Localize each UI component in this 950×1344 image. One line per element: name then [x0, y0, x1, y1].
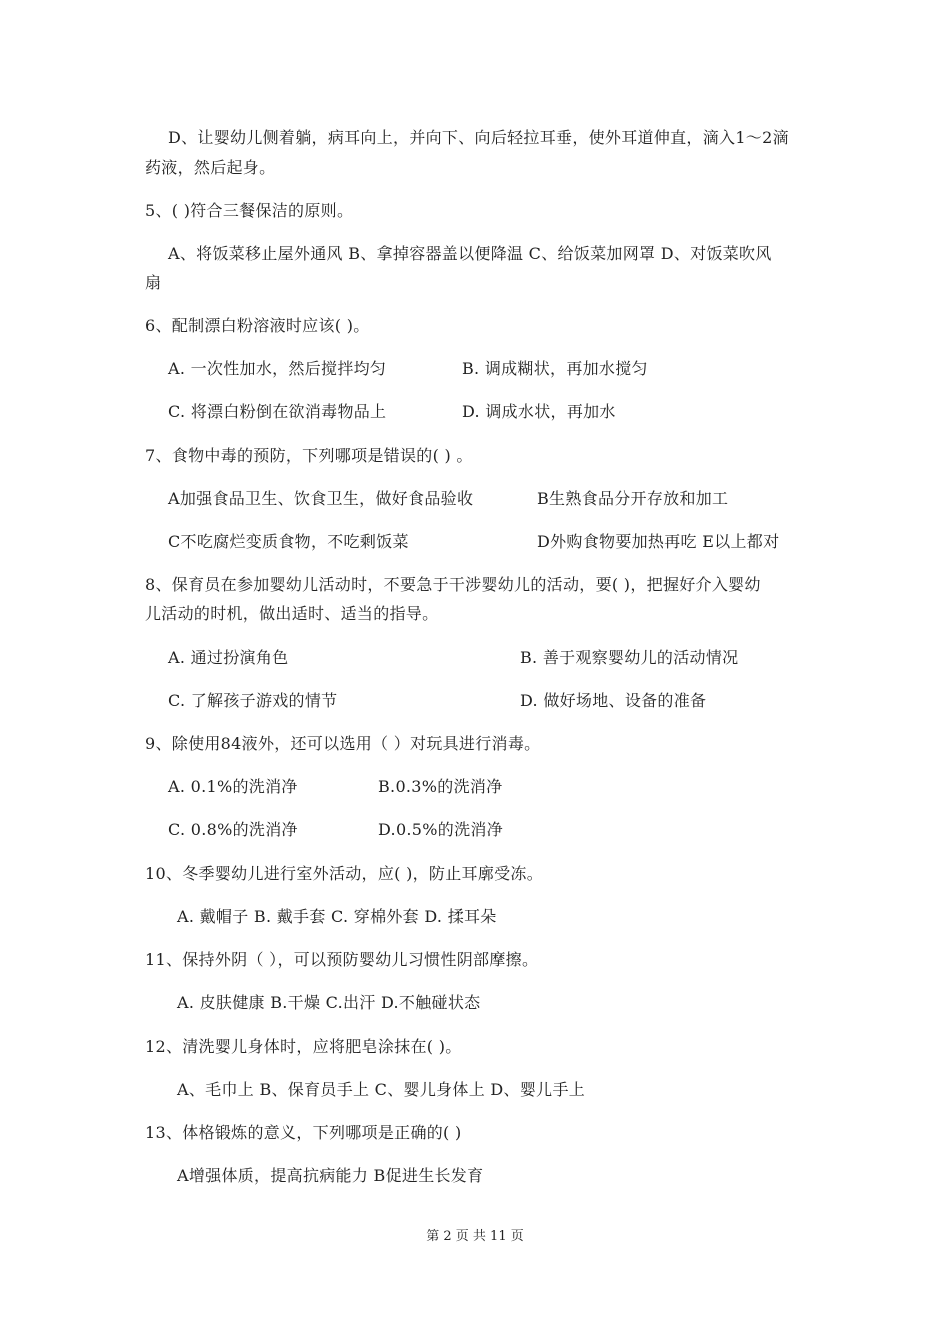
question-11-options: A. 皮肤健康 B.干燥 C.出汗 D.不触碰状态: [177, 993, 481, 1012]
question-6-option-b: B. 调成糊状，再加水搅匀: [462, 359, 648, 378]
question-12-stem: 12、清洗婴儿身体时，应将肥皂涂抹在( )。: [145, 1037, 462, 1056]
question-8-option-a: A. 通过扮演角色: [168, 648, 289, 667]
question-7-option-d: D外购食物要加热再吃 E以上都对: [537, 532, 780, 551]
question-9-option-c: C. 0.8%的洗消净: [168, 820, 298, 839]
question-5-options-line2: 扇: [145, 273, 162, 292]
question-13-options: A增强体质，提高抗病能力 B促进生长发育: [177, 1166, 484, 1185]
page-footer: 第 2 页 共 11 页: [426, 1229, 524, 1244]
question-6-option-d: D. 调成水状，再加水: [462, 402, 616, 421]
question-7-option-c: C不吃腐烂变质食物，不吃剩饭菜: [168, 532, 409, 551]
question-9-option-d: D.0.5%的洗消净: [378, 820, 503, 839]
question-6-option-a: A. 一次性加水，然后搅拌均匀: [168, 359, 387, 378]
question-4-option-d-line1: D、让婴幼儿侧着躺，病耳向上，并向下、向后轻拉耳垂，使外耳道伸直，滴入1～2滴: [168, 128, 789, 147]
question-8-option-b: B. 善于观察婴幼儿的活动情况: [520, 648, 739, 667]
question-6-stem: 6、配制漂白粉溶液时应该( )。: [145, 316, 370, 335]
question-11-stem: 11、保持外阴（ ），可以预防婴幼儿习惯性阴部摩擦。: [145, 950, 539, 969]
question-10-stem: 10、冬季婴幼儿进行室外活动，应( )，防止耳廓受冻。: [145, 864, 544, 883]
question-9-stem: 9、除使用84液外，还可以选用（ ）对玩具进行消毒。: [145, 734, 541, 753]
question-9-option-a: A. 0.1%的洗消净: [168, 777, 298, 796]
question-12-options: A、毛巾上 B、保育员手上 C、婴儿身体上 D、婴儿手上: [177, 1080, 586, 1099]
question-7-stem: 7、食物中毒的预防，下列哪项是错误的( ) 。: [145, 446, 473, 465]
question-4-option-d-line2: 药液，然后起身。: [145, 158, 276, 177]
question-7-option-b: B生熟食品分开存放和加工: [537, 489, 729, 508]
question-7-option-a: A加强食品卫生、饮食卫生，做好食品验收: [168, 489, 474, 508]
question-5-stem: 5、( )符合三餐保洁的原则。: [145, 201, 354, 220]
question-8-stem-line2: 儿活动的时机，做出适时、适当的指导。: [145, 604, 439, 623]
question-5-options-line1: A、将饭菜移止屋外通风 B、拿掉容器盖以便降温 C、给饭菜加网罩 D、对饭菜吹风: [168, 244, 772, 263]
question-10-options: A. 戴帽子 B. 戴手套 C. 穿棉外套 D. 揉耳朵: [177, 907, 497, 926]
question-8-stem-line1: 8、保育员在参加婴幼儿活动时，不要急于干涉婴幼儿的活动，要( )，把握好介入婴幼: [145, 575, 761, 594]
question-8-option-c: C. 了解孩子游戏的情节: [168, 691, 338, 710]
question-9-option-b: B.0.3%的洗消净: [378, 777, 503, 796]
question-13-stem: 13、体格锻炼的意义，下列哪项是正确的( ): [145, 1123, 462, 1142]
question-8-option-d: D. 做好场地、设备的准备: [520, 691, 707, 710]
question-6-option-c: C. 将漂白粉倒在欲消毒物品上: [168, 402, 387, 421]
